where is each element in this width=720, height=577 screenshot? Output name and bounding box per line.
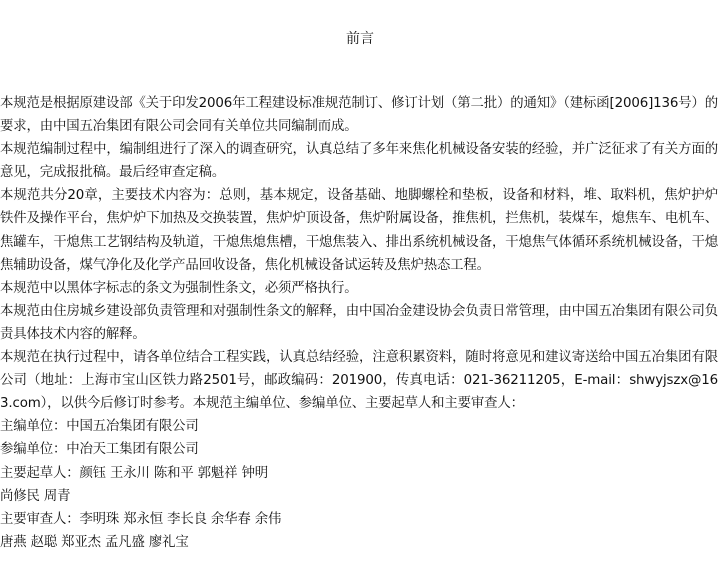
main-drafters-continued: 尚修民 周青 bbox=[0, 488, 71, 504]
paragraph-compilation: 本规范编制过程中，编制组进行了深入的调查研究，认真总结了多年来焦化机械设备安装的经验，并广泛征求了有关方面的意见，完成报批稿。最后经审查定稿。 bbox=[0, 142, 718, 181]
paragraph-feedback: 本规范在执行过程中，请各单位结合工程实践，认真总结经验，注意积累资料，随时将意见和建议寄送给中国五冶集团有限公司（地址：上海市宝山区铁力路2501号，邮政编码：201900，传真电话：021-36211205，E-mail：shwyjszx@163.com），以供今后修订时参考。本规范主编单位、参编单位、主要起草人和主要审查人： bbox=[0, 350, 718, 412]
main-reviewers: 主要审查人：李明珠 郑永恒 李长良 余华春 余伟 bbox=[0, 511, 282, 527]
chief-editor-unit: 主编单位：中国五冶集团有限公司 bbox=[0, 419, 199, 435]
paragraph-mandatory: 本规范中以黑体字标志的条文为强制性条文，必须严格执行。 bbox=[0, 280, 358, 296]
main-reviewers-continued: 唐燕 赵聪 郑亚杰 孟凡盛 廖礼宝 bbox=[0, 534, 189, 550]
main-drafters: 主要起草人：颜钰 王永川 陈和平 郭魁祥 钟明 bbox=[0, 465, 268, 481]
page-title: 前言 bbox=[346, 31, 374, 47]
participating-unit: 参编单位：中冶天工集团有限公司 bbox=[0, 442, 199, 458]
document-body bbox=[0, 92, 718, 554]
paragraph-basis: 本规范是根据原建设部《关于印发2006年工程建设标准规范制订、修订计划（第二批）的通知》（建标函[2006]136号）的要求，由中国五冶集团有限公司会同有关单位共同编制而成。 bbox=[0, 96, 718, 135]
paragraph-contents: 本规范共分20章，主要技术内容为：总则，基本规定，设备基础、地脚螺栓和垫板，设备和材料，堆、取料机，焦炉护炉铁件及操作平台，焦炉炉下加热及交换装置，焦炉炉顶设备，焦炉附属设备，推焦机，拦焦机，装煤车，熄焦车、电机车、焦罐车，干熄焦工艺钢结构及轨道，干熄焦熄焦槽，干熄焦装入、排出系统机械设备，干熄焦气体循环系统机械设备，干熄焦辅助设备，煤气净化及化学产品回收设备，焦化机械设备试运转及焦炉热态工程。 bbox=[0, 188, 718, 273]
paragraph-management: 本规范由住房城乡建设部负责管理和对强制性条文的解释，由中国冶金建设协会负责日常管理，由中国五冶集团有限公司负责具体技术内容的解释。 bbox=[0, 303, 718, 342]
